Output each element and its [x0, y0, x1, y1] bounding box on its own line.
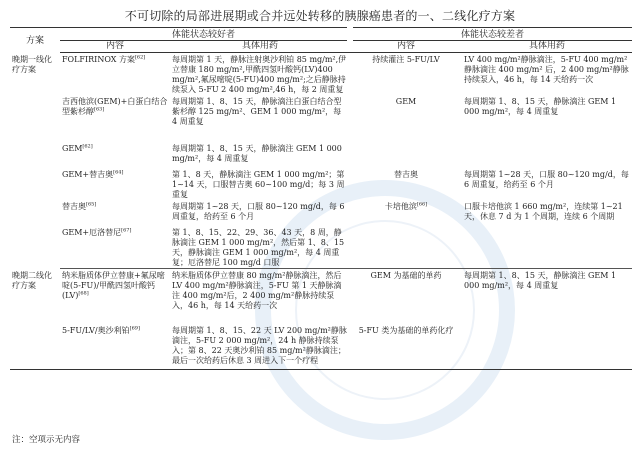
table-row	[10, 200, 632, 226]
poor-regimen-dosage	[462, 226, 632, 269]
poor-regimen-content-text: 替吉奥	[394, 170, 419, 179]
citation-ref: [65]	[86, 201, 97, 208]
good-regimen-dosage	[170, 53, 350, 96]
poor-regimen-content-text: 持续灌注 5-FU/LV	[372, 55, 440, 64]
good-regimen-dosage-text: 每周期第 1~28 天，口服 80~120 mg/d，每 6 周重复，给药至 6 个月	[172, 202, 345, 221]
poor-regimen-dosage-text: LV 400 mg/m²静脉滴注，5-FU 400 mg/m²静脉滴注 400 mg/m² 后，2 400 mg/m²静脉持续泵入，46 h，每 14 天给药一次	[464, 55, 629, 84]
good-regimen-content	[60, 95, 170, 142]
good-regimen-content	[60, 168, 170, 200]
chemotherapy-regimen-table	[10, 27, 632, 370]
poor-regimen-content	[350, 95, 462, 142]
poor-regimen-content-text: GEM	[395, 97, 417, 106]
header-good-content: 内容	[60, 41, 170, 53]
table-row	[10, 324, 632, 370]
poor-regimen-dosage	[462, 269, 632, 324]
good-regimen-dosage	[170, 324, 350, 370]
table-title: 不可切除的局部进展期或合并远处转移的胰腺癌患者的一、二线化疗方案	[124, 9, 516, 23]
good-regimen-dosage-text: 第 1、8 天，静脉滴注 GEM 1 000 mg/m²；第 1~14 天，口服替吉奥 60~100 mg/d；每 3 周重复	[172, 170, 345, 199]
good-regimen-content-text: 替吉奥	[62, 202, 86, 211]
poor-regimen-dosage-text: 每周期第 1~28 天，口服 80~120 mg/d，每 6 周重复，给药至 6 个月	[464, 170, 629, 189]
good-regimen-dosage-text: 第 1、8、15、22、29、36、43 天，8 周，静脉滴注 GEM 1 000 mg/m²，然后第 1、8、15 天，静脉滴注 GEM 1 000 mg/m²，每 4 周重复；厄洛替尼 100 mg/d 口服	[172, 228, 345, 267]
poor-regimen-dosage	[462, 95, 632, 142]
good-regimen-content	[60, 200, 170, 226]
poor-regimen-dosage-text: 口服卡培他滨 1 660 mg/m²，连续第 1~21 天，休息 7 d 为 1 个周期，连续 6 个周期	[464, 202, 623, 221]
poor-regimen-dosage	[462, 200, 632, 226]
poor-regimen-dosage	[462, 168, 632, 200]
poor-regimen-content	[350, 142, 462, 168]
citation-ref: [67]	[121, 227, 132, 234]
poor-regimen-content	[350, 269, 462, 324]
poor-regimen-content-text: 5-FU 类为基础的单药化疗	[358, 325, 454, 335]
good-regimen-dosage	[170, 95, 350, 142]
header-good-dosage: 具体用药	[170, 41, 350, 53]
good-regimen-content-text: FOLFIRINOX 方案	[62, 55, 135, 64]
header-poor-dosage: 具体用药	[462, 41, 632, 53]
poor-regimen-content-text: 卡培他滨	[384, 202, 417, 211]
good-regimen-content-text: 纳米脂质体伊立替康+氟尿嘧啶(5-FU)/甲酰四氢叶酸钙(LV)	[62, 271, 165, 300]
good-regimen-dosage	[170, 142, 350, 168]
table-row	[10, 95, 632, 142]
good-regimen-content	[60, 324, 170, 370]
good-regimen-content-text: 吉西他滨(GEM)+白蛋白结合型紫杉醇	[62, 97, 168, 116]
good-regimen-dosage-text: 纳米脂质体伊立替康 80 mg/m²静脉滴注，然后 LV 400 mg/m²静脉滴注，5-FU 第 1 天静脉滴注 400 mg/m²后，2 400 mg/m²静脉持续泵入，46 h，每 14 天给药一次	[172, 271, 342, 310]
good-regimen-content-text: GEM+厄洛替尼	[62, 228, 122, 237]
citation-ref: [63]	[94, 106, 105, 113]
good-regimen-dosage	[170, 269, 350, 324]
table-row	[10, 168, 632, 200]
good-regimen-content	[60, 53, 170, 96]
table-row	[10, 142, 632, 168]
poor-regimen-content	[350, 53, 462, 96]
table-footnote: 注：空项示无内容	[12, 435, 81, 445]
table-row	[10, 269, 632, 324]
citation-ref: [68]	[78, 290, 89, 297]
citation-ref: [62]	[82, 143, 93, 150]
good-regimen-dosage	[170, 200, 350, 226]
header-good-performance: 体能状态较好者	[60, 28, 350, 41]
good-regimen-content	[60, 226, 170, 269]
poor-regimen-content	[350, 168, 462, 200]
good-regimen-content	[60, 269, 170, 324]
poor-regimen-dosage-text: 每周期第 1、8、15 天，静脉滴注 GEM 1 000 mg/m²，每 4 周重复	[464, 97, 617, 116]
poor-regimen-content	[350, 226, 462, 269]
poor-regimen-dosage-text: 每周期第 1、8、15 天，静脉滴注 GEM 1 000 mg/m²，每 4 周重复	[464, 271, 617, 290]
section-label: 晚期一线化疗方案	[12, 54, 52, 74]
poor-regimen-dosage	[462, 324, 632, 370]
poor-regimen-dosage	[462, 53, 632, 96]
good-regimen-dosage	[170, 226, 350, 269]
poor-regimen-content	[350, 324, 462, 370]
citation-ref: [66]	[416, 201, 428, 208]
table-row	[10, 53, 632, 96]
good-regimen-dosage-text: 每周期第 1、8、15 天，静脉滴注 GEM 1 000 mg/m²，每 4 周重复	[172, 144, 342, 163]
good-regimen-content-text: 5-FU/LV/奥沙利铂	[62, 325, 130, 335]
poor-regimen-content	[350, 200, 462, 226]
header-poor-content: 内容	[350, 41, 462, 53]
good-regimen-dosage-text: 每周期第 1 天，静脉注射奥沙利铂 85 mg/m²,伊立替康 180 mg/m²,甲酰四氢叶酸钙(LV)400 mg/m²,氟尿嘧啶(5-FU)400 mg/m²;之后静脉持续泵入 5-FU 2 400 mg/m²,46 h，每 2 周重复	[172, 55, 347, 94]
section-label: 晚期二线化疗方案	[12, 270, 52, 290]
citation-ref: [69]	[129, 324, 140, 331]
header-scheme: 方案	[25, 36, 44, 47]
good-regimen-dosage-text: 每周期第 1、8、15 天，静脉滴注白蛋白结合型紫杉醇 125 mg/m²、GEM 1 000 mg/m²，每 4 周重复	[172, 97, 342, 126]
poor-regimen-content-text: GEM 为基础的单药	[370, 271, 442, 280]
good-regimen-content-text: GEM	[62, 144, 83, 153]
poor-regimen-dosage	[462, 142, 632, 168]
good-regimen-dosage-text: 每周期第 1、8、15、22 天 LV 200 mg/m²静脉滴注，5-FU 2 000 mg/m²，24 h 静脉持续泵入；第 8、22 天奥沙利铂 85 mg/m²静脉滴注；最后一次给药后休息 3 周进入下一个疗程	[172, 325, 347, 365]
good-regimen-content	[60, 142, 170, 168]
good-regimen-dosage	[170, 168, 350, 200]
citation-ref: [64]	[113, 169, 124, 176]
table-row	[10, 226, 632, 269]
good-regimen-content-text: GEM+替吉奥	[62, 170, 114, 179]
citation-ref: [62]	[134, 54, 146, 61]
header-poor-performance: 体能状态较差者	[350, 28, 632, 41]
